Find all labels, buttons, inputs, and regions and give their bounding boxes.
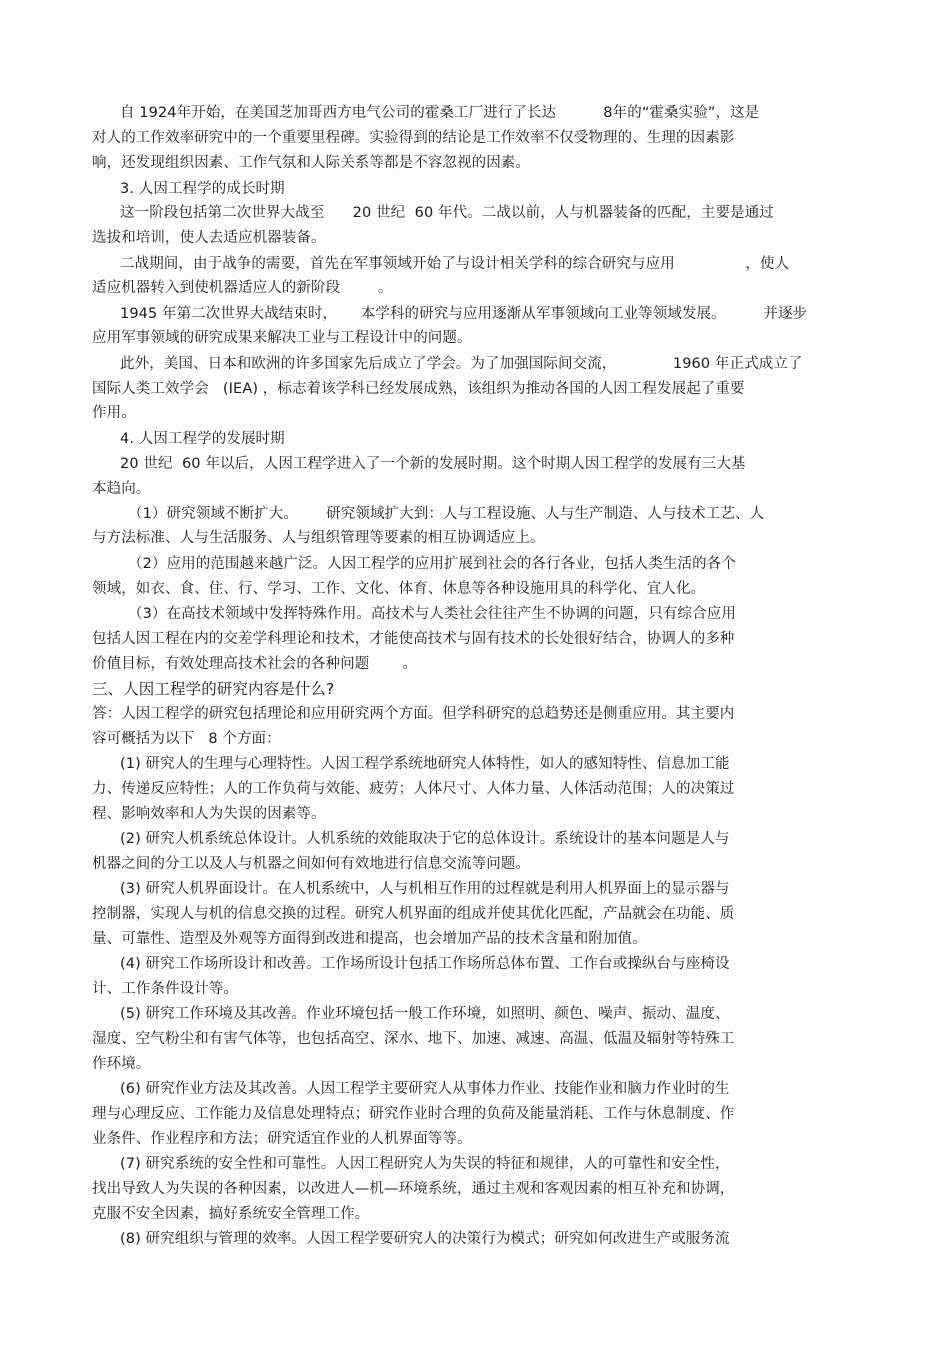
text-line: 克服不安全因素，搞好系统安全管理工作。 [92,1206,370,1222]
text-line: 包括人因工程在内的交差学科理论和技术，才能使高技术与固有技术的长处很好结合，协调人的多种 [92,631,735,647]
text-line: 此外，美国、日本和欧洲的许多国家先后成立了学会。为了加强国际间交流， 1960 年正式成立了 [120,356,803,372]
text-line: 自 1924年开始，在美国芝加哥西方电气公司的霍桑工厂进行了长达 8年的“霍桑实验”，这是 [120,105,760,121]
text-line: 选拔和培训，使人去适应机器装备。 [92,230,326,246]
text-line: 适应机器转入到使机器适应人的新阶段 。 [92,280,393,296]
text-line: （1）研究领域不断扩大。 研究领域扩大到：人与工程设施、人与生产制造、人与技术工艺、人 [128,506,765,522]
text-line: 控制器，实现人与机的信息交换的过程。研究人机界面的组成并使其优化匹配，产品就会在功能、质 [92,906,735,922]
text-line: 程、影响效率和人为失误的因素等。 [92,806,326,822]
text-line: 计、工作条件设计等。 [92,981,238,997]
text-line: 力、传递反应特性；人的工作负荷与效能、疲劳；人体尺寸、人体力量、人体活动范围；人的决策过 [92,781,735,797]
text-line: 找出导致人为失误的各种因素，以改进人—机—环境系统，通过主观和客观因素的相互补充和协调， [92,1181,735,1197]
text-line: 价值目标，有效处理高技术社会的各种问题 。 [92,656,417,672]
text-line: 这一阶段包括第二次世界大战至 20 世纪 60 年代。二战以前，人与机器装备的匹配，主要是通过 [120,205,774,221]
text-line: (1) 研究人的生理与心理特性。人因工程学系统地研究人体特性，如人的感知特性、信息加工能 [120,756,730,772]
text-line: 作用。 [92,405,136,421]
text-line: 作环境。 [92,1056,151,1072]
text-line: 响，还发现组织因素、工作气氛和人际关系等都是不容忽视的因素。 [92,155,530,171]
text-line: 国际人类工效学会 (IEA) ，标志着该学科已经发展成熟，该组织为推动各国的人因工程发展起了重要 [92,381,745,397]
subheading: 4. 人因工程学的发展时期 [120,431,285,447]
text-line: (8) 研究组织与管理的效率。人因工程学要研究人的决策行为模式；研究如何改进生产或服务流 [120,1231,730,1247]
text-line: 领域，如衣、食、住、行、学习、工作、文化、体育、休息等各种设施用具的科学化、宜人化。 [92,581,706,597]
text-line: (7) 研究系统的安全性和可靠性。人因工程研究人为失误的特征和规律，人的可靠性和安全性， [120,1156,730,1172]
text-line: (6) 研究作业方法及其改善。人因工程学主要研究人从事体力作业、技能作业和脑力作业时的生 [120,1081,730,1097]
text-line: (5) 研究工作环境及其改善。作业环境包括一般工作环境，如照明、颜色、噪声、振动、温度、 [120,1006,730,1022]
text-line: (2) 研究人机系统总体设计。人机系统的效能取决于它的总体设计。系统设计的基本问题是人与 [120,831,730,847]
section-heading: 三、人因工程学的研究内容是什么? [92,680,335,698]
text-line: (3) 研究人机界面设计。在人机系统中，人与机相互作用的过程就是利用人机界面上的显示器与 [120,881,730,897]
text-line: （3）在高技术领域中发挥特殊作用。高技术与人类社会往往产生不协调的问题，只有综合应用 [128,606,736,622]
text-line: 湿度、空气粉尘和有害气体等，也包括高空、深水、地下、加速、减速、高温、低温及辐射等特殊工 [92,1031,735,1047]
text-line: 容可概括为以下 8 个方面： [92,731,281,747]
text-line: 机器之间的分工以及人与机器之间如何有效地进行信息交流等问题。 [92,856,530,872]
text-line: 量、可靠性、造型及外观等方面得到改进和提高，也会增加产品的技术含量和附加值。 [92,931,647,947]
text-line: 20 世纪 60 年以后，人因工程学进入了一个新的发展时期。这个时期人因工程学的发展有三大基 [120,456,746,472]
text-line: 1945 年第二次世界大战结束时， 本学科的研究与应用逐渐从军事领域向工业等领域发展。 并逐步 [120,306,808,322]
text-line: （2）应用的范围越来越广泛。人因工程学的应用扩展到社会的各行各业，包括人类生活的各个 [128,556,736,572]
text-line: 对人的工作效率研究中的一个重要里程碑。实验得到的结论是工作效率不仅受物理的、生理的因素影 [92,130,735,146]
text-line: 与方法标准、人与生活服务、人与组织管理等要素的相互协调适应上。 [92,530,545,546]
subheading: 3. 人因工程学的成长时期 [120,181,285,197]
text-line: 业条件、作业程序和方法；研究适宜作业的人机界面等等。 [92,1131,472,1147]
text-line: 二战期间，由于战争的需要，首先在军事领域开始了与设计相关学科的综合研究与应用 ，使人 [120,256,790,272]
text-line: 理与心理反应、工作能力及信息处理特点；研究作业时合理的负荷及能量消耗、工作与休息制度、作 [92,1106,735,1122]
text-line: 应用军事领域的研究成果来解决工业与工程设计中的问题。 [92,330,472,346]
text-line: (4) 研究工作场所设计和改善。工作场所设计包括工作场所总体布置、工作台或操纵台与座椅设 [120,956,730,972]
text-line: 本趋向。 [92,481,151,497]
text-line: 答：人因工程学的研究包括理论和应用研究两个方面。但学科研究的总趋势还是侧重应用。其主要内 [92,706,735,722]
